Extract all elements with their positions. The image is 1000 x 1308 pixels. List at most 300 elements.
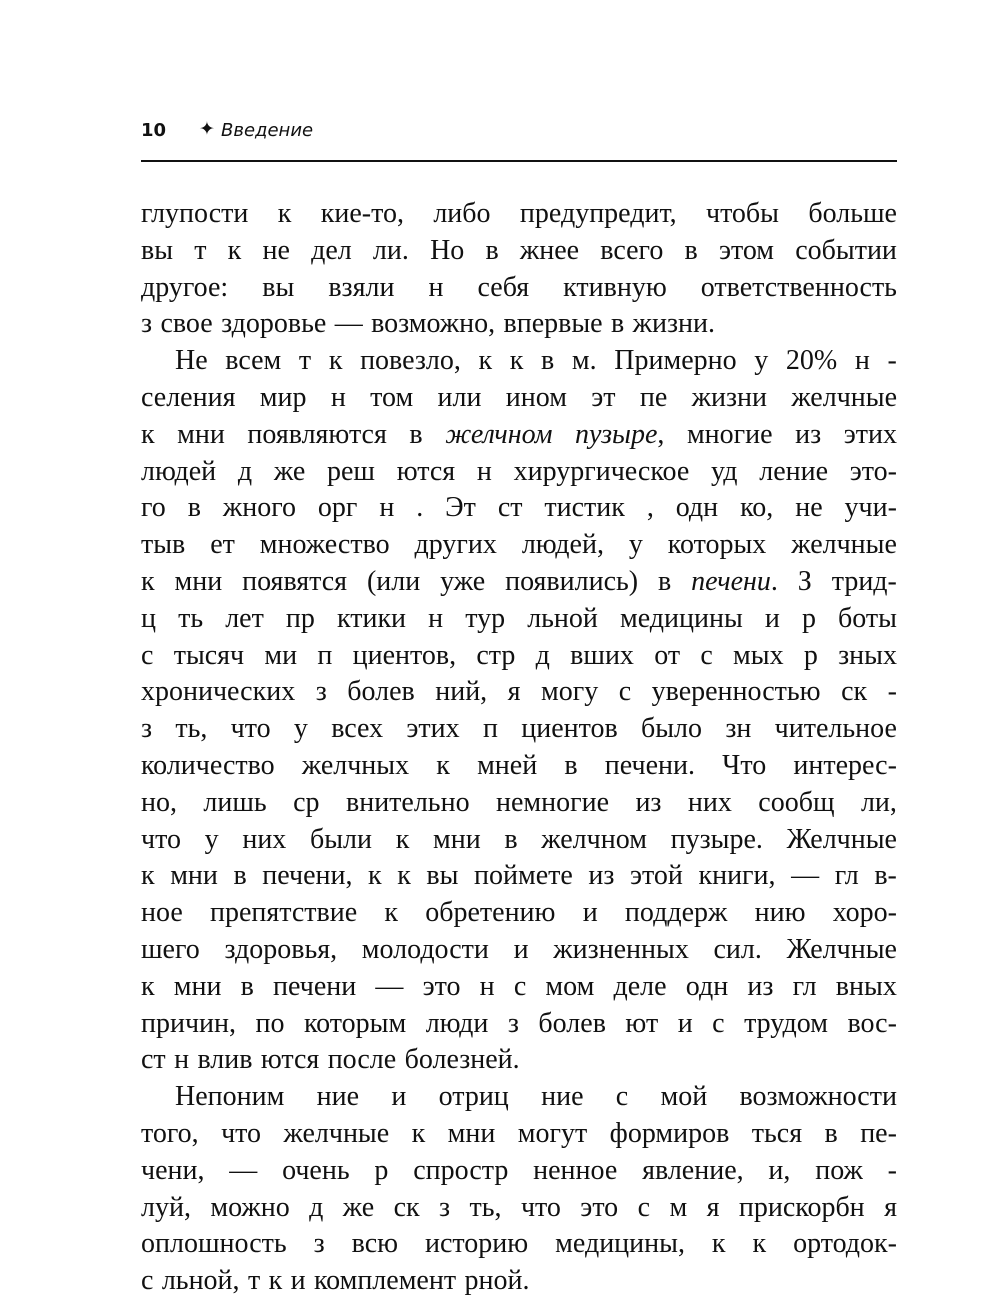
- word: н: [428, 602, 444, 634]
- word: Непоним: [175, 1081, 285, 1113]
- word: в: [564, 749, 578, 781]
- word: печени: [273, 970, 357, 1002]
- word: в: [658, 565, 672, 597]
- word: я: [706, 1191, 720, 1223]
- word: с: [615, 1081, 629, 1113]
- word: с: [637, 1191, 651, 1223]
- word: т: [194, 234, 207, 266]
- word: р: [374, 1154, 389, 1186]
- word: отриц: [438, 1081, 509, 1113]
- word: не: [795, 492, 823, 524]
- word: возможности: [739, 1081, 897, 1113]
- text-line: [141, 490, 897, 527]
- running-header: [141, 116, 897, 146]
- word: н: [476, 455, 492, 487]
- word: с: [700, 639, 713, 671]
- word: к: [141, 970, 155, 1002]
- word: же: [342, 1191, 375, 1223]
- word: и: [582, 897, 598, 929]
- text-line: [141, 1263, 897, 1300]
- word: печени,: [262, 860, 353, 892]
- word: это: [580, 1191, 619, 1223]
- word: одн: [685, 970, 729, 1002]
- word: деле: [613, 970, 667, 1002]
- word: взяли: [328, 271, 395, 303]
- word: этих: [843, 418, 897, 450]
- word: н: [379, 492, 395, 524]
- word: вы: [262, 271, 295, 303]
- word: ст: [141, 1044, 166, 1076]
- text-line: [141, 1079, 897, 1116]
- word: ют: [625, 1007, 659, 1039]
- word: рной.: [464, 1265, 530, 1297]
- word: трудом: [744, 1007, 828, 1039]
- word: что: [221, 1117, 262, 1149]
- word: к: [227, 234, 242, 266]
- word: -: [887, 345, 897, 377]
- word: в: [187, 492, 201, 524]
- word: мни: [177, 418, 225, 450]
- word: из: [747, 970, 774, 1002]
- word: —: [791, 860, 820, 892]
- word: -: [887, 676, 897, 708]
- word: к: [141, 418, 155, 450]
- text-line: [141, 858, 897, 895]
- word: стр: [476, 639, 516, 671]
- word: ться: [751, 1117, 803, 1149]
- word: в: [824, 1117, 838, 1149]
- word: зн: [725, 713, 752, 745]
- word: к: [141, 860, 155, 892]
- text-line: [141, 674, 897, 711]
- word: вы: [141, 234, 174, 266]
- word: чительное: [774, 713, 897, 745]
- word: Желчные: [786, 823, 897, 855]
- word: гл: [792, 970, 817, 1002]
- word: н: [330, 381, 346, 413]
- word: этой: [630, 860, 683, 892]
- page-number: 10: [141, 120, 167, 141]
- word: количество: [141, 749, 275, 781]
- word: —: [375, 970, 404, 1002]
- word: к: [478, 345, 493, 377]
- word: у: [628, 529, 643, 561]
- word: появятся: [242, 565, 348, 597]
- word: —: [229, 1154, 258, 1186]
- text-line: [141, 417, 897, 454]
- word: прискорбн: [738, 1191, 865, 1223]
- punctuation: ,: [657, 418, 665, 450]
- word: историю: [425, 1228, 529, 1260]
- word: том: [370, 381, 414, 413]
- italic-term: печени: [691, 565, 771, 597]
- word: предупредит,: [519, 198, 677, 229]
- word: или: [437, 381, 482, 413]
- word: жизни.: [632, 308, 715, 340]
- word: было: [641, 713, 703, 745]
- word: жного: [222, 492, 296, 524]
- word: к: [141, 565, 155, 597]
- word: всю: [351, 1228, 399, 1260]
- word: молодости: [361, 933, 489, 965]
- word: одн: [675, 492, 719, 524]
- section-title: Введение: [221, 120, 314, 141]
- word: п: [482, 713, 498, 745]
- word: людей,: [521, 529, 604, 561]
- punctuation: .: [770, 565, 778, 597]
- word: оплошность: [141, 1228, 287, 1260]
- word: сообщ: [758, 786, 835, 818]
- word: мир: [259, 381, 307, 413]
- word: медицины,: [555, 1228, 685, 1260]
- word: что: [520, 1191, 561, 1223]
- word: шего: [141, 933, 200, 965]
- word: р: [803, 639, 818, 671]
- word: льной: [527, 602, 598, 634]
- word: ное: [141, 897, 183, 929]
- word: люди: [425, 1007, 489, 1039]
- word: интерес-: [793, 749, 897, 781]
- word: у: [293, 713, 308, 745]
- word: и: [290, 1265, 306, 1297]
- word: я: [507, 676, 521, 708]
- word: спростр: [413, 1154, 509, 1186]
- word: лет: [225, 602, 264, 634]
- word: впервые: [503, 308, 603, 340]
- word: них: [687, 786, 732, 818]
- text-line: [141, 564, 897, 601]
- word: возможно,: [371, 308, 496, 340]
- body-text: [141, 196, 897, 1300]
- word: селения: [141, 381, 236, 413]
- word: повезло,: [360, 345, 461, 377]
- word: в: [409, 418, 423, 450]
- word: у: [204, 823, 219, 855]
- word: н: [174, 1044, 190, 1076]
- word: глупости: [141, 198, 249, 229]
- header-rule: [141, 160, 897, 162]
- word: ск: [841, 676, 868, 708]
- word: и,: [768, 1154, 791, 1186]
- word: к: [711, 1228, 726, 1260]
- word: и: [513, 933, 529, 965]
- word: ортодок-: [793, 1228, 897, 1260]
- text-line: [141, 895, 897, 932]
- word: ко,: [740, 492, 774, 524]
- text-line: [141, 748, 897, 785]
- word: пр: [285, 602, 315, 634]
- word: ср: [293, 786, 320, 818]
- word: н: [479, 970, 495, 1002]
- word: здоровье: [221, 308, 327, 340]
- word: внительно: [345, 786, 470, 818]
- word: п: [317, 639, 333, 671]
- word: либо: [433, 198, 491, 229]
- word: 20%: [785, 345, 838, 377]
- word: Но: [430, 234, 465, 266]
- word: Что: [722, 749, 767, 781]
- word: учи-: [844, 492, 897, 524]
- word: к: [411, 1117, 426, 1149]
- word: зных: [838, 639, 897, 671]
- word: в: [611, 308, 625, 340]
- text-line: [141, 1190, 897, 1227]
- word: к: [397, 860, 411, 892]
- word: го: [141, 492, 166, 524]
- word: мней: [477, 749, 538, 781]
- word: мни: [170, 860, 218, 892]
- word: мой: [660, 1081, 708, 1113]
- paragraph: [141, 196, 897, 343]
- word: в: [240, 970, 254, 1002]
- word: з: [439, 1191, 451, 1223]
- word: к: [509, 345, 524, 377]
- word: мни: [432, 823, 481, 855]
- word: к: [395, 823, 410, 855]
- word: причин,: [141, 1007, 237, 1039]
- text-line: [141, 822, 897, 859]
- word: с: [141, 639, 154, 671]
- word: влив: [197, 1044, 253, 1076]
- word: ление: [759, 455, 829, 487]
- word: очень: [282, 1154, 350, 1186]
- word: [445, 417, 552, 454]
- word: болев: [347, 676, 415, 708]
- word: у: [754, 345, 769, 377]
- paragraph: [141, 343, 897, 1079]
- word: боты: [838, 602, 897, 634]
- word: вос-: [847, 1007, 897, 1039]
- word: желчные: [791, 529, 897, 561]
- word: событии: [795, 234, 897, 266]
- word: -: [887, 1154, 897, 1186]
- word: ск: [393, 1191, 420, 1223]
- word: (или: [366, 565, 421, 597]
- word: ином: [505, 381, 567, 413]
- word: с: [712, 1007, 725, 1039]
- word: ть,: [175, 713, 208, 745]
- word: ми: [264, 639, 298, 671]
- word: к: [384, 897, 398, 929]
- word: многие: [686, 418, 773, 450]
- word: чени,: [141, 1154, 205, 1186]
- word: к: [268, 1265, 283, 1297]
- word: орг: [317, 492, 358, 524]
- word: ются: [260, 1044, 320, 1076]
- word: комплемент: [313, 1265, 457, 1297]
- word: можно: [210, 1191, 290, 1223]
- word: в: [504, 823, 518, 855]
- word: препятствие: [210, 897, 358, 929]
- word: с: [618, 676, 632, 708]
- text-line: [141, 1226, 897, 1263]
- word: мни: [173, 970, 222, 1002]
- word: циентов: [521, 713, 618, 745]
- word: желчных: [301, 749, 410, 781]
- word: ,: [646, 492, 654, 524]
- word: хирургическое: [513, 455, 690, 487]
- word: но,: [141, 786, 177, 818]
- word: вших: [570, 639, 634, 671]
- word: немногие: [496, 786, 610, 818]
- word: реш: [327, 455, 375, 487]
- word: .: [416, 492, 424, 524]
- word: в: [233, 860, 247, 892]
- word: з: [507, 1007, 519, 1039]
- text-line: [141, 969, 897, 1006]
- word: обретению: [425, 897, 556, 929]
- word: к: [368, 860, 382, 892]
- text-line: [141, 306, 897, 343]
- word: д: [237, 455, 253, 487]
- text-line: [141, 1042, 897, 1079]
- word: ть: [178, 602, 204, 634]
- text-line: [141, 1153, 897, 1190]
- word: т: [298, 345, 312, 377]
- word: мых: [733, 639, 784, 671]
- word: и: [391, 1081, 407, 1113]
- text-line: [141, 601, 897, 638]
- word: с: [141, 1265, 154, 1297]
- word: из: [795, 418, 822, 450]
- word: и: [764, 602, 780, 634]
- word: н: [428, 271, 444, 303]
- word: з: [315, 676, 327, 708]
- word: Эт: [445, 492, 476, 524]
- word: ц: [141, 602, 156, 634]
- word: ктики: [337, 602, 407, 634]
- word: мни: [447, 1117, 496, 1149]
- word: из: [635, 786, 662, 818]
- word: льной,: [161, 1265, 240, 1297]
- word: т: [247, 1265, 261, 1297]
- word: этом: [718, 234, 775, 266]
- text-line: [141, 527, 897, 564]
- word: в: [485, 234, 499, 266]
- word: хронических: [141, 676, 296, 708]
- text-line: [141, 1006, 897, 1043]
- word: это: [422, 970, 461, 1002]
- word: нию: [754, 897, 806, 929]
- text-line: [141, 380, 897, 417]
- word: ний,: [435, 676, 488, 708]
- word: жизненных: [553, 933, 689, 965]
- word: могут: [517, 1117, 588, 1149]
- word: же: [273, 455, 306, 487]
- word: людей: [141, 455, 217, 487]
- word: ть,: [469, 1191, 502, 1223]
- word: медицины: [620, 602, 743, 634]
- word: пузыре.: [670, 823, 763, 855]
- word: к: [752, 1228, 767, 1260]
- word: хоро-: [832, 897, 897, 929]
- word: желчные: [283, 1117, 390, 1149]
- word: тур: [465, 602, 506, 634]
- word: в: [541, 345, 555, 377]
- text-line: [141, 343, 897, 380]
- word: Примерно: [614, 345, 737, 377]
- word: ст: [497, 492, 523, 524]
- word: м.: [571, 345, 597, 377]
- word: книги,: [698, 860, 776, 892]
- word: того,: [141, 1117, 199, 1149]
- text-line: [141, 785, 897, 822]
- word: болезней.: [404, 1044, 520, 1076]
- word: жизни: [691, 381, 767, 413]
- word: желчном: [541, 823, 647, 855]
- word: к: [436, 749, 450, 781]
- word: которым: [303, 1007, 407, 1039]
- word: больше: [808, 198, 897, 229]
- word: мни: [174, 565, 223, 597]
- word: что: [230, 713, 271, 745]
- word: дел: [311, 234, 352, 266]
- word: не: [262, 234, 290, 266]
- word: по: [255, 1007, 285, 1039]
- text-line: [141, 233, 897, 270]
- word: желчные: [791, 381, 897, 413]
- word: и: [677, 1007, 693, 1039]
- word: которых: [667, 529, 767, 561]
- word: них: [242, 823, 287, 855]
- word: ются: [396, 455, 456, 487]
- word: множество: [259, 529, 390, 561]
- word: З: [797, 565, 812, 597]
- word: с: [513, 970, 527, 1002]
- word: м: [669, 1191, 688, 1223]
- star-icon: ✦: [199, 118, 215, 140]
- word: всего: [600, 234, 664, 266]
- word: луй,: [141, 1191, 191, 1223]
- word: ли.: [372, 234, 409, 266]
- word: вы: [426, 860, 459, 892]
- word: печени.: [604, 749, 695, 781]
- word: других: [414, 529, 497, 561]
- text-line: [141, 932, 897, 969]
- word: уд: [711, 455, 738, 487]
- word: уверенностью: [651, 676, 821, 708]
- word: циентов,: [352, 639, 457, 671]
- word: —: [334, 308, 363, 340]
- word: явление,: [642, 1154, 744, 1186]
- word: другое:: [141, 271, 229, 303]
- word: н: [854, 345, 870, 377]
- word: [691, 564, 778, 601]
- word: з: [141, 308, 153, 340]
- word: поймете: [474, 860, 573, 892]
- word: пож: [815, 1154, 863, 1186]
- word: тысяч: [173, 639, 245, 671]
- word: всем: [225, 345, 282, 377]
- text-line: [141, 711, 897, 748]
- word: в-: [874, 860, 897, 892]
- word: болев: [538, 1007, 606, 1039]
- word: мом: [545, 970, 595, 1002]
- word: ненное: [533, 1154, 618, 1186]
- text-line: [141, 454, 897, 491]
- word: ние: [316, 1081, 360, 1113]
- word: себя: [477, 271, 530, 303]
- text-line: [141, 1116, 897, 1153]
- word: формиров: [609, 1117, 730, 1149]
- word: гл: [834, 860, 859, 892]
- paragraph: [141, 1079, 897, 1300]
- word: пе: [639, 381, 668, 413]
- word: в: [684, 234, 698, 266]
- word: з: [313, 1228, 325, 1260]
- word: ет: [210, 529, 235, 561]
- word: могу: [541, 676, 599, 708]
